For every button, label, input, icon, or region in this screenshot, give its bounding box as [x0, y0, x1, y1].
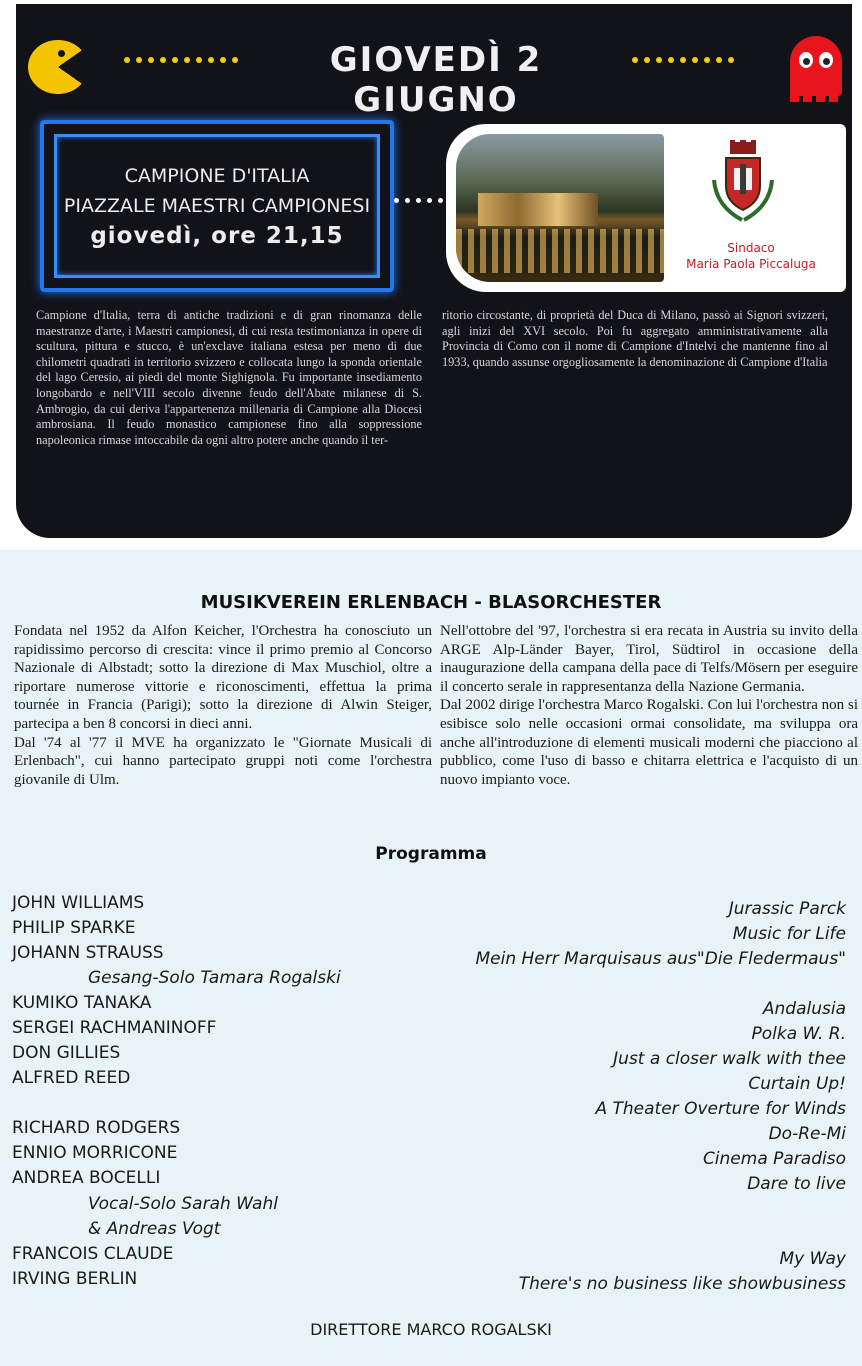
composer: IRVING BERLIN: [12, 1269, 138, 1289]
campione-photo: [456, 134, 664, 282]
ghost-icon: [790, 36, 842, 96]
composer: SERGEI RACHMANINOFF: [12, 1018, 217, 1038]
band-paragraph: Nell'ottobre del '97, l'orchestra si era recata in Austria su invito della ARGE Alp-Länder Bayer, Tirol, Südtirol in occasione della inaugurazione della campana della pace di Telfs/Mösern per eseguire il concerto serale in rappresentanza della Nazione Germania.: [440, 623, 858, 695]
composer: RICHARD RODGERS: [12, 1118, 181, 1138]
composer: KUMIKO TANAKA: [12, 993, 152, 1013]
composer: ENNIO MORRICONE: [12, 1143, 178, 1163]
venue-square: PIAZZALE MAESTRI CAMPIONESI: [63, 195, 371, 217]
dots-right: [632, 57, 734, 67]
event-card: [16, 4, 852, 538]
event-header: [16, 4, 852, 124]
piece-title: Polka W. R.: [751, 1024, 846, 1044]
band-paragraph: Fondata nel 1952 da Alfon Keicher, l'Orchestra ha conosciuto un rapidissimo percorso di crescita: vince il primo premio al Concorso Nazionale di Albstadt; sotto la direzione di Max Muschiol, oltre a riportare numerose vittorie e riconoscimenti, effettua la prima tournée in Francia (Parigi); sotto la direzione di Alwin Steiger, partecipa a ben 8 concorsi in dieci anni.: [14, 623, 432, 732]
piece-title: Jurassic Parck: [728, 899, 846, 919]
band-text-col1: [14, 622, 432, 789]
dots-left: [124, 57, 238, 67]
piece-title: Cinema Paradiso: [702, 1149, 846, 1169]
mayor-credit: [676, 240, 826, 272]
band-paragraph: Dal '74 al '77 il MVE ha organizzato le "Giornate Musicali di Erlenbach", cui hanno partecipato gruppi noti come l'orchestra giovanile di Ulm.: [14, 734, 432, 788]
program-title: Programma: [375, 844, 487, 864]
piece-title: Andalusia: [762, 999, 846, 1019]
intro-text-col1: Campione d'Italia, terra di antiche tradizioni e di gran rinomanza delle maestranze d'arte, i Maestri campionesi, di cui resta testimonianza in opere di scultura, pittura e stucco, è un'exclave italiana estesa per meno di due chilometri quadrati in territorio svizzero e collocata lungo la sponda orientale del lago Ceresio, ai piedi del monte Sighignola. Fu importante insediamento longobardo e nell'VIII secolo divenne feudo dell'Abate milanese di S. Ambrogio, da cui deriva l'appartenenza millenaria di Campione alla Diocesi ambrosiana. Il feudo monastico campionese fino alla soppressione napoleonica rimase intoccabile da ogni altro potere anche quando il ter-: [36, 308, 422, 447]
soloist: & Andreas Vogt: [88, 1219, 221, 1239]
mayor-name: Maria Paola Piccaluga: [686, 257, 816, 271]
band-text-col2: [440, 622, 858, 789]
composer: JOHN WILLIAMS: [12, 893, 145, 913]
piece-title: Just a closer walk with thee: [613, 1049, 846, 1069]
intro-text-col2: ritorio circostante, di proprietà del Duca di Milano, passò ai Signori svizzeri, agli inizi del XVI secolo. Poi fu aggregato amministrativamente alla Provincia di Como con il nome di Campione d'Intelvi che mantenne fino al 1933, quando assunse orgogliosamente la denominazione di Campione d'Italia: [442, 308, 828, 369]
piece-title: Curtain Up!: [748, 1074, 846, 1094]
director-credit: DIRETTORE MARCO ROGALSKI: [310, 1320, 552, 1339]
composer: JOHANN STRAUSS: [12, 943, 164, 963]
venue-town: CAMPIONE D'ITALIA: [124, 165, 310, 187]
venue-box: [40, 120, 394, 292]
band-title: MUSIKVEREIN ERLENBACH - BLASORCHESTER: [200, 592, 662, 613]
mayor-role: Sindaco: [727, 241, 775, 255]
dotted-connector: [394, 198, 454, 203]
composer: FRANCOIS CLAUDE: [12, 1244, 174, 1264]
event-section: [0, 0, 862, 550]
photo-card: [446, 124, 846, 292]
piece-title: Mein Herr Marquisaus aus"Die Fledermaus": [475, 949, 846, 969]
coat-of-arms-icon: [708, 140, 778, 224]
soloist: Vocal-Solo Sarah Wahl: [88, 1194, 278, 1214]
piece-title: Music for Life: [732, 924, 846, 944]
day-title: GIOVEDÌ 2 GIUGNO: [329, 40, 543, 120]
composer: DON GILLIES: [12, 1043, 121, 1063]
composer: PHILIP SPARKE: [12, 918, 136, 938]
band-paragraph: Dal 2002 dirige l'orchestra Marco Rogalski. Con lui l'orchestra non si esibisce solo nelle occasioni ormai consolidate, ma sviluppa ora anche all'introduzione di elementi musicali moderni che piacciono al pubblico, come l'uso di basso e chitarra elettrica e l'acquisto di un nuovo impianto voce.: [440, 697, 858, 788]
pacman-icon: [28, 40, 88, 94]
piece-title: Do-Re-Mi: [768, 1124, 846, 1144]
event-time: giovedì, ore 21,15: [90, 223, 344, 249]
composer: ALFRED REED: [12, 1068, 131, 1088]
piece-title: Dare to live: [747, 1174, 846, 1194]
composer: ANDREA BOCELLI: [12, 1168, 161, 1188]
piece-title: A Theater Overture for Winds: [595, 1099, 846, 1119]
soloist: Gesang-Solo Tamara Rogalski: [88, 968, 341, 988]
piece-title: My Way: [779, 1249, 846, 1269]
piece-title: There's no business like showbusiness: [518, 1274, 846, 1294]
